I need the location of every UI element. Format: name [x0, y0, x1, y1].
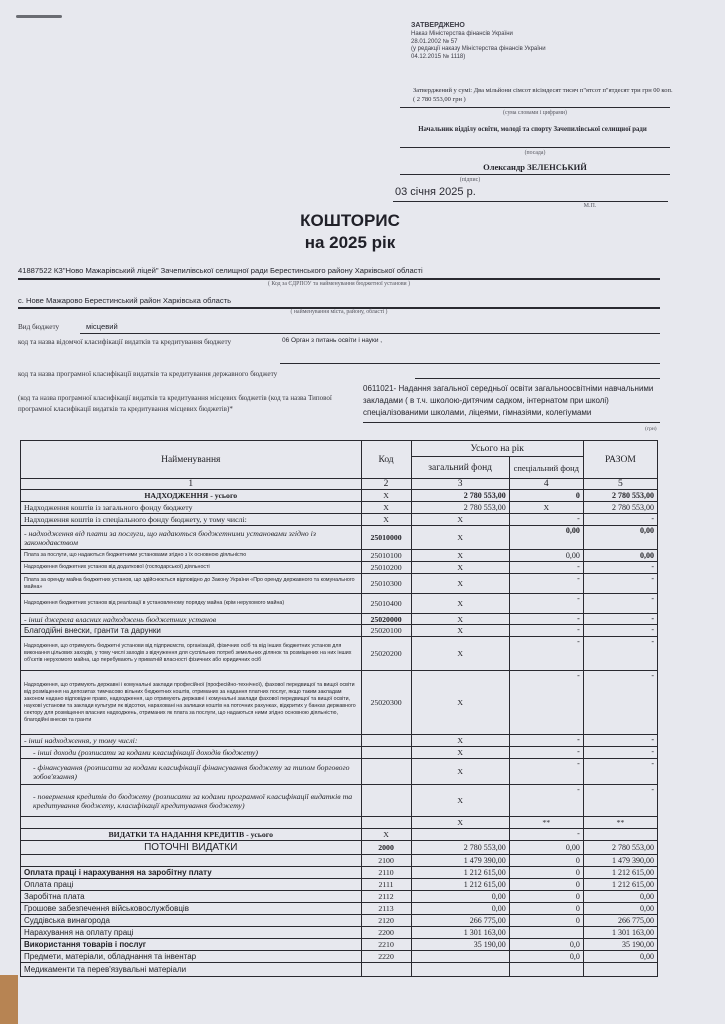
special-fund-cell: X	[509, 502, 583, 514]
column-numbers-row	[21, 479, 658, 490]
header-total: РАЗОМ	[583, 441, 657, 479]
total-cell: 1 212 615,00	[583, 867, 657, 879]
general-fund-cell: X	[411, 574, 509, 594]
row-name: Використання товарів і послуг	[21, 939, 362, 951]
local-prog-class-label: (код та назва програмної класифікації видатків та кредитування місцевих бюджетів (код та назва Типової програмної класифікації видатків та кредитування місцевих бюджетів)*	[18, 394, 332, 413]
special-fund-cell: -	[509, 625, 583, 637]
special-fund-cell: -	[509, 671, 583, 735]
approval-line: Наказ Міністерства фінансів України	[411, 31, 513, 38]
row-code: 2110	[361, 867, 411, 879]
special-fund-cell: 0	[509, 490, 583, 502]
total-cell: -	[583, 735, 657, 747]
total-cell: 0,00	[583, 903, 657, 915]
total-cell	[583, 963, 657, 977]
title-year: на 2025 рік	[304, 233, 396, 252]
row-name: Надходження, що отримують державні і комунальні заклади професійної (професійно-технічної), фахової передвищої та вищої освіти від розміщення на депозитах тимчасово вільних бюджетних коштів, отриманих за надання платних послуг, якщо таким закладам законом надано відповідне право, надходження, що отримують державні і комунальні заклади фахової передвищої та вищої освіти, наукові установи та заклади культури як відсотки, нараховані на залишки коштів на поточних рахунках, відкритих у банках державного сектору для розміщення власних надходжень, отриманих як плата за послуги, що надаються ними згідно основною діяльністю, благодійні внески та гранти	[21, 671, 362, 735]
total-cell: 0,00	[583, 550, 657, 562]
row-name	[21, 855, 362, 867]
col-number: 3	[411, 479, 509, 490]
row-code: 25010200	[361, 562, 411, 574]
row-code: X	[361, 829, 411, 841]
table-row	[21, 614, 658, 625]
approval-line: 04.12.2015 № 1118)	[411, 53, 466, 60]
general-fund-cell: 266 775,00	[411, 915, 509, 927]
total-cell: 266 775,00	[583, 915, 657, 927]
col-number: 1	[21, 479, 362, 490]
special-fund-cell: -	[509, 594, 583, 614]
general-fund-cell: X	[411, 785, 509, 817]
general-fund-cell: X	[411, 747, 509, 759]
total-cell: -	[583, 562, 657, 574]
table-row	[21, 855, 658, 867]
approval-title: ЗАТВЕРДЖЕНО	[411, 22, 465, 29]
row-name: - фінансування (розписати за кодами класифікації фінансування бюджету за типом боргового зобов'язання)	[21, 759, 362, 785]
general-fund-cell: X	[411, 526, 509, 550]
general-fund-cell: 1 479 390,00	[411, 855, 509, 867]
table-row	[21, 526, 658, 550]
table-row	[21, 735, 658, 747]
row-code	[361, 759, 411, 785]
underline	[280, 363, 660, 364]
row-name: Оплата праці і нарахування на заробітну плату	[21, 867, 362, 879]
special-fund-cell: 0	[509, 915, 583, 927]
row-name: Надходження коштів із загального фонду бюджету	[21, 502, 362, 514]
total-cell: -	[583, 759, 657, 785]
sum-caption: (сума словами і цифрами)	[503, 110, 567, 116]
total-cell: 2 780 553,00	[583, 502, 657, 514]
local-prog-class-value: 0611021- Надання загальної середньої освіти загальноосвітніми навчальними закладами ( в т.ч. школою-дитячим садком, інтернатом при школі) спеціалізованими школами, ліцеями, гімназіями, колегіумами	[363, 384, 654, 417]
total-cell	[583, 829, 657, 841]
underline	[18, 278, 660, 280]
table-row	[21, 903, 658, 915]
table-row	[21, 671, 658, 735]
row-name	[21, 817, 362, 829]
special-fund-cell: 0	[509, 879, 583, 891]
position-caption: (посада)	[524, 150, 546, 156]
total-cell: 0,00	[583, 951, 657, 963]
general-fund-cell: 1 212 615,00	[411, 879, 509, 891]
total-cell: -	[583, 594, 657, 614]
table-row	[21, 939, 658, 951]
special-fund-cell: -	[509, 637, 583, 671]
row-code: 25010300	[361, 574, 411, 594]
row-code: 2000	[361, 841, 411, 855]
total-cell: 1 301 163,00	[583, 927, 657, 939]
row-code	[361, 817, 411, 829]
total-cell: 35 190,00	[583, 939, 657, 951]
row-code: 2120	[361, 915, 411, 927]
row-code: 2113	[361, 903, 411, 915]
general-fund-cell: 2 780 553,00	[411, 502, 509, 514]
col-number: 4	[509, 479, 583, 490]
state-prog-class-label: код та назва програмної класифікації видатків та кредитування державного бюджету	[18, 370, 278, 378]
row-code: 2210	[361, 939, 411, 951]
desk-edge	[0, 975, 18, 1024]
dept-class-value: 06 Орган з питань освіти і науки ,	[282, 337, 383, 344]
estimate-table	[20, 440, 658, 977]
special-fund-cell: -	[509, 829, 583, 841]
row-name: Плата за послуги, що надаються бюджетними установами згідно з їх основною діяльністю	[21, 550, 362, 562]
general-fund-cell: X	[411, 759, 509, 785]
approval-line: (у редакції наказу Міністерства фінансів України	[411, 46, 546, 53]
general-fund-cell: X	[411, 514, 509, 526]
budget-type-value: місцевий	[86, 322, 118, 331]
general-fund-cell: X	[411, 735, 509, 747]
row-name: Благодійні внески, гранти та дарунки	[21, 625, 362, 637]
total-cell: 1 479 390,00	[583, 855, 657, 867]
row-code: 2111	[361, 879, 411, 891]
row-code: 25020300	[361, 671, 411, 735]
table-row	[21, 891, 658, 903]
general-fund-cell: 2 780 553,00	[411, 841, 509, 855]
signer-position: Начальник відділу освіти, молоді та спорту Зачепилівської селищної ради	[418, 126, 647, 133]
table-row	[21, 574, 658, 594]
special-fund-cell: -	[509, 574, 583, 594]
total-cell: 2 780 553,00	[583, 841, 657, 855]
row-code	[361, 785, 411, 817]
location-caption: ( найменування міста, району, області )	[290, 309, 388, 315]
row-name: Предмети, матеріали, обладнання та інвентар	[21, 951, 362, 963]
underline	[393, 201, 668, 202]
general-fund-cell: X	[411, 562, 509, 574]
header-name: Найменування	[21, 441, 362, 479]
total-cell: 0,00	[583, 526, 657, 550]
table-row	[21, 490, 658, 502]
signature-caption: (підпис)	[459, 177, 481, 183]
general-fund-cell	[411, 963, 509, 977]
total-cell: -	[583, 514, 657, 526]
total-cell: -	[583, 625, 657, 637]
general-fund-cell: 0,00	[411, 903, 509, 915]
row-name: Надходження бюджетних установ від додаткової (господарської) діяльності	[21, 562, 362, 574]
total-cell: 2 780 553,00	[583, 490, 657, 502]
header-special-fund: спеціальний фонд	[509, 457, 583, 479]
table-row	[21, 841, 658, 855]
table-row	[21, 550, 658, 562]
row-code: 25020200	[361, 637, 411, 671]
general-fund-cell: X	[411, 637, 509, 671]
header-general-fund: загальний фонд	[411, 457, 509, 479]
underline	[400, 147, 670, 148]
row-name: Плата за оренду майна бюджетних установ, що здійснюється відповідно до Закону України «Про оренду державного та комунального майна»	[21, 574, 362, 594]
row-name: ВИДАТКИ ТА НАДАННЯ КРЕДИТІВ - усього	[21, 829, 362, 841]
table-row	[21, 963, 658, 977]
general-fund-cell	[411, 829, 509, 841]
total-cell: 0,00	[583, 891, 657, 903]
row-name: Надходження коштів із спеціального фонду бюджету, у тому числі:	[21, 514, 362, 526]
total-cell: 1 212 615,00	[583, 879, 657, 891]
approved-sum: Затверджений у сумі: Два мільйони сімсот вісімдесят тисяч п"ятсот п"ятдесят три грн 00 коп. ( 2 780 553,00 грн )	[413, 87, 673, 103]
special-fund-cell: 0	[509, 903, 583, 915]
special-fund-cell: 0,0	[509, 939, 583, 951]
row-code	[361, 963, 411, 977]
special-fund-cell	[509, 963, 583, 977]
table-row	[21, 785, 658, 817]
institution-value: 41887522 КЗ"Ново Мажарівський ліцей" Зачепилівської селищної ради Берестинського району Харківської області	[18, 266, 423, 275]
row-code: X	[361, 490, 411, 502]
col-number: 2	[361, 479, 411, 490]
special-fund-cell: 0,00	[509, 550, 583, 562]
special-fund-cell: -	[509, 514, 583, 526]
table-row	[21, 625, 658, 637]
special-fund-cell: -	[509, 562, 583, 574]
special-fund-cell: **	[509, 817, 583, 829]
table-row	[21, 637, 658, 671]
special-fund-cell: -	[509, 735, 583, 747]
special-fund-cell: 0,0	[509, 951, 583, 963]
table-row	[21, 502, 658, 514]
stamp-label: М.П.	[583, 203, 597, 209]
signer-name: Олександр ЗЕЛЕНСЬКИЙ	[483, 162, 587, 172]
title-main: КОШТОРИС	[300, 211, 400, 230]
row-name: - інші джерела власних надходжень бюджетних установ	[21, 614, 362, 625]
row-name: Надходження бюджетних установ від реалізації в установленому порядку майна (крім нерухомого майна)	[21, 594, 362, 614]
dept-class-label: код та назва відомчої класифікації видатків та кредитування бюджету	[18, 338, 232, 346]
table-row	[21, 951, 658, 963]
currency-note: (грн)	[645, 426, 657, 432]
special-fund-cell: 0	[509, 891, 583, 903]
total-cell: -	[583, 671, 657, 735]
total-cell: -	[583, 614, 657, 625]
total-cell: -	[583, 574, 657, 594]
table-row	[21, 927, 658, 939]
col-number: 5	[583, 479, 657, 490]
general-fund-cell: X	[411, 625, 509, 637]
approval-date: 03 січня 2025 р.	[395, 186, 476, 198]
row-code: 25010400	[361, 594, 411, 614]
table-row	[21, 915, 658, 927]
table-row	[21, 817, 658, 829]
table-row	[21, 829, 658, 841]
row-name: Суддівська винагорода	[21, 915, 362, 927]
total-cell: -	[583, 785, 657, 817]
institution-caption: ( Код за ЄДРПОУ та найменування бюджетної установи )	[267, 281, 411, 287]
general-fund-cell	[411, 951, 509, 963]
underline	[400, 174, 670, 175]
table-row	[21, 747, 658, 759]
general-fund-cell: 0,00	[411, 891, 509, 903]
document-title	[250, 210, 450, 254]
table-row	[21, 562, 658, 574]
location-value: с. Нове Мажарово Берестинський район Харківська область	[18, 296, 232, 305]
row-name: НАДХОДЖЕННЯ - усього	[21, 490, 362, 502]
row-name: Нарахування на оплату праці	[21, 927, 362, 939]
general-fund-cell: X	[411, 550, 509, 562]
special-fund-cell: 0,00	[509, 526, 583, 550]
row-code: 25010000	[361, 526, 411, 550]
row-name: - інші доходи (розписати за кодами класифікації доходів бюджету)	[21, 747, 362, 759]
approval-line: 28.01.2002 № 57	[411, 38, 458, 45]
table-row	[21, 594, 658, 614]
underline	[400, 107, 670, 108]
row-name: - повернення кредитів до бюджету (розписати за кодами програмної класифікації видатків та кредитування бюджету, класифікації кредитування бюджету)	[21, 785, 362, 817]
row-name: Заробітна плата	[21, 891, 362, 903]
general-fund-cell: 35 190,00	[411, 939, 509, 951]
row-code: X	[361, 514, 411, 526]
row-name: Надходження, що отримують бюджетні установи від підприємств, організацій, фізичних осіб та від інших бюджетних установ для виконання цільових заходів, у тому числі заходів з відчуження для суспільних потреб земельних ділянок та розміщених на них інших об'єктів нерухомого майна, що перебувають у приватній власності фізичних або юридичних осіб	[21, 637, 362, 671]
row-name: ПОТОЧНІ ВИДАТКИ	[21, 841, 362, 855]
general-fund-cell: 1 212 615,00	[411, 867, 509, 879]
total-cell: **	[583, 817, 657, 829]
row-code	[361, 735, 411, 747]
total-cell: -	[583, 747, 657, 759]
row-name: - надходження від плати за послуги, що надаються бюджетними установами згідно із законодавством	[21, 526, 362, 550]
special-fund-cell: 0	[509, 855, 583, 867]
total-cell: -	[583, 637, 657, 671]
header-code: Код	[361, 441, 411, 479]
table-row	[21, 759, 658, 785]
row-code	[361, 747, 411, 759]
special-fund-cell: -	[509, 614, 583, 625]
row-code: 2100	[361, 855, 411, 867]
underline	[363, 422, 660, 423]
row-code: X	[361, 502, 411, 514]
special-fund-cell: 0,00	[509, 841, 583, 855]
special-fund-cell: -	[509, 759, 583, 785]
underline	[415, 378, 660, 379]
row-code: 25020000	[361, 614, 411, 625]
special-fund-cell: 0	[509, 867, 583, 879]
general-fund-cell: 1 301 163,00	[411, 927, 509, 939]
row-name: Медикаменти та перев'язувальні матеріали	[21, 963, 362, 977]
table-row	[21, 514, 658, 526]
general-fund-cell: X	[411, 594, 509, 614]
row-code: 25020100	[361, 625, 411, 637]
approval-stamp	[411, 22, 651, 61]
row-name: Грошове забезпечення військовослужбовців	[21, 903, 362, 915]
special-fund-cell: -	[509, 747, 583, 759]
row-name: - інші надходження, у тому числі:	[21, 735, 362, 747]
row-code: 2200	[361, 927, 411, 939]
staple	[16, 15, 62, 18]
general-fund-cell: X	[411, 614, 509, 625]
general-fund-cell: X	[411, 671, 509, 735]
special-fund-cell	[509, 927, 583, 939]
table-row	[21, 867, 658, 879]
general-fund-cell: X	[411, 817, 509, 829]
row-code: 25010100	[361, 550, 411, 562]
row-code: 2220	[361, 951, 411, 963]
row-code: 2112	[361, 891, 411, 903]
budget-type-label: Вид бюджету	[18, 323, 60, 331]
general-fund-cell: 2 780 553,00	[411, 490, 509, 502]
underline	[80, 333, 660, 334]
header-year-total: Усього на рік	[411, 441, 583, 457]
special-fund-cell: -	[509, 785, 583, 817]
row-name: Оплата праці	[21, 879, 362, 891]
table-row	[21, 879, 658, 891]
